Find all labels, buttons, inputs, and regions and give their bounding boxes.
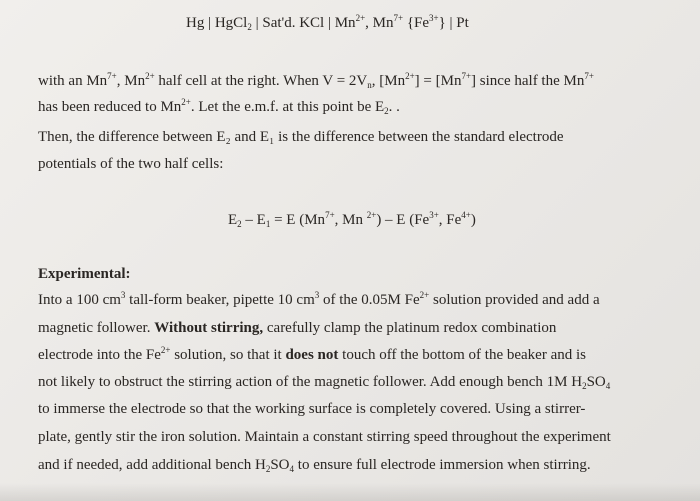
cell-sup: 7+ (393, 13, 404, 23)
sub: 2 (582, 381, 587, 391)
cell-sup: 2+ (355, 13, 366, 23)
eq-sub: 1 (265, 219, 271, 229)
text: . . (388, 99, 400, 115)
text: to ensure full electrode immersion when stirring. (294, 457, 591, 473)
eq-text: E (228, 212, 238, 228)
text: SO (270, 457, 290, 473)
text: Then, the difference between E₂ and E₁ is the difference between the standard electrode (38, 129, 564, 145)
text: SO (586, 374, 606, 390)
para1-line2 (38, 97, 400, 117)
text: carefully clamp the platinum redox combination (263, 320, 557, 336)
eq-sub: 2 (237, 219, 242, 229)
text: solution provided and add a (429, 292, 600, 308)
text: plate, gently stir the iron solution. Maintain a constant stirring speed throughout the experiment (38, 429, 611, 445)
exp-line6 (38, 427, 611, 447)
bold-text: does not (285, 347, 339, 363)
text: not likely to obstruct the stirring action of the magnetic follower. Add enough bench 1M H (38, 374, 583, 390)
para1-line4 (38, 154, 223, 174)
cell-text: } | Pt (438, 15, 469, 31)
page-shadow (0, 483, 700, 501)
sup: 2+ (181, 97, 191, 107)
text: , Mn (116, 73, 146, 89)
text: to immerse the electrode so that the working surface is completely covered. Using a stirrer- (38, 401, 586, 417)
sup: 2+ (145, 71, 155, 81)
eq-text: ) (470, 212, 476, 228)
eq-text: , Fe (438, 212, 462, 228)
sup: 7+ (461, 71, 472, 81)
equation (228, 210, 476, 230)
text: magnetic follower. (38, 320, 155, 336)
text: solution, so that it (170, 347, 286, 363)
cell-text: Hg | HgCl (186, 15, 248, 31)
text: , [Mn (371, 73, 406, 89)
eq-text: , Mn (334, 212, 367, 228)
text: ] since half the Mn (471, 73, 585, 89)
para1-line1 (38, 71, 594, 91)
sup: 7+ (107, 71, 117, 81)
eq-sup: 4+ (461, 210, 471, 220)
text: tall-form beaker, pipette 10 cm (125, 292, 315, 308)
exp-line7 (38, 455, 591, 475)
sup: 2+ (405, 71, 415, 81)
sub: 4 (605, 381, 611, 391)
sup: 2+ (419, 290, 430, 300)
cell-sup: 3+ (429, 13, 439, 23)
bold-text: Without stirring, (154, 320, 264, 336)
cell-text: {Fe (403, 15, 430, 31)
eq-text: = E (Mn (270, 212, 326, 228)
exp-line5 (38, 399, 585, 419)
cell-text: , Mn (365, 15, 394, 31)
sub: 2 (265, 464, 271, 474)
text: touch off the bottom of the beaker and is (338, 347, 586, 363)
text: Into a 100 cm (38, 292, 121, 308)
text: of the 0.05M Fe (319, 292, 420, 308)
cell-notation (186, 13, 469, 33)
text: and if needed, add additional bench H (38, 457, 266, 473)
eq-sup: 7+ (325, 210, 335, 220)
text: with an Mn (38, 73, 108, 89)
text: half cell at the right. When V = 2V (154, 73, 368, 89)
exp-line4 (38, 372, 610, 392)
eq-text: ) – E (Fe (376, 212, 430, 228)
sup: 2+ (160, 345, 171, 355)
sub: 4 (289, 464, 295, 474)
sup: 7+ (584, 71, 594, 81)
text: electrode into the Fe (38, 347, 161, 363)
eq-sup: 3+ (429, 210, 439, 220)
text: has been reduced to Mn (38, 99, 182, 115)
experimental-heading (38, 264, 130, 284)
text: potentials of the two half cells: (38, 156, 224, 172)
sub: n (367, 80, 372, 90)
eq-sup: 2+ (366, 210, 377, 220)
heading-text: Experimental: (38, 266, 131, 282)
exp-line2 (38, 318, 556, 338)
text: ] = [Mn (414, 73, 462, 89)
eq-text: – E (241, 212, 266, 228)
cell-text: | Sat'd. KCl | Mn (251, 15, 356, 31)
sub: 2 (384, 106, 389, 116)
text: . Let the e.m.f. at this point be E (190, 99, 385, 115)
exp-line1 (38, 290, 600, 310)
para1-line3 (38, 127, 564, 147)
cell-sub: 2 (247, 22, 252, 32)
exp-line3 (38, 345, 586, 365)
sup: 3 (120, 290, 126, 300)
sup: 3 (314, 290, 320, 300)
